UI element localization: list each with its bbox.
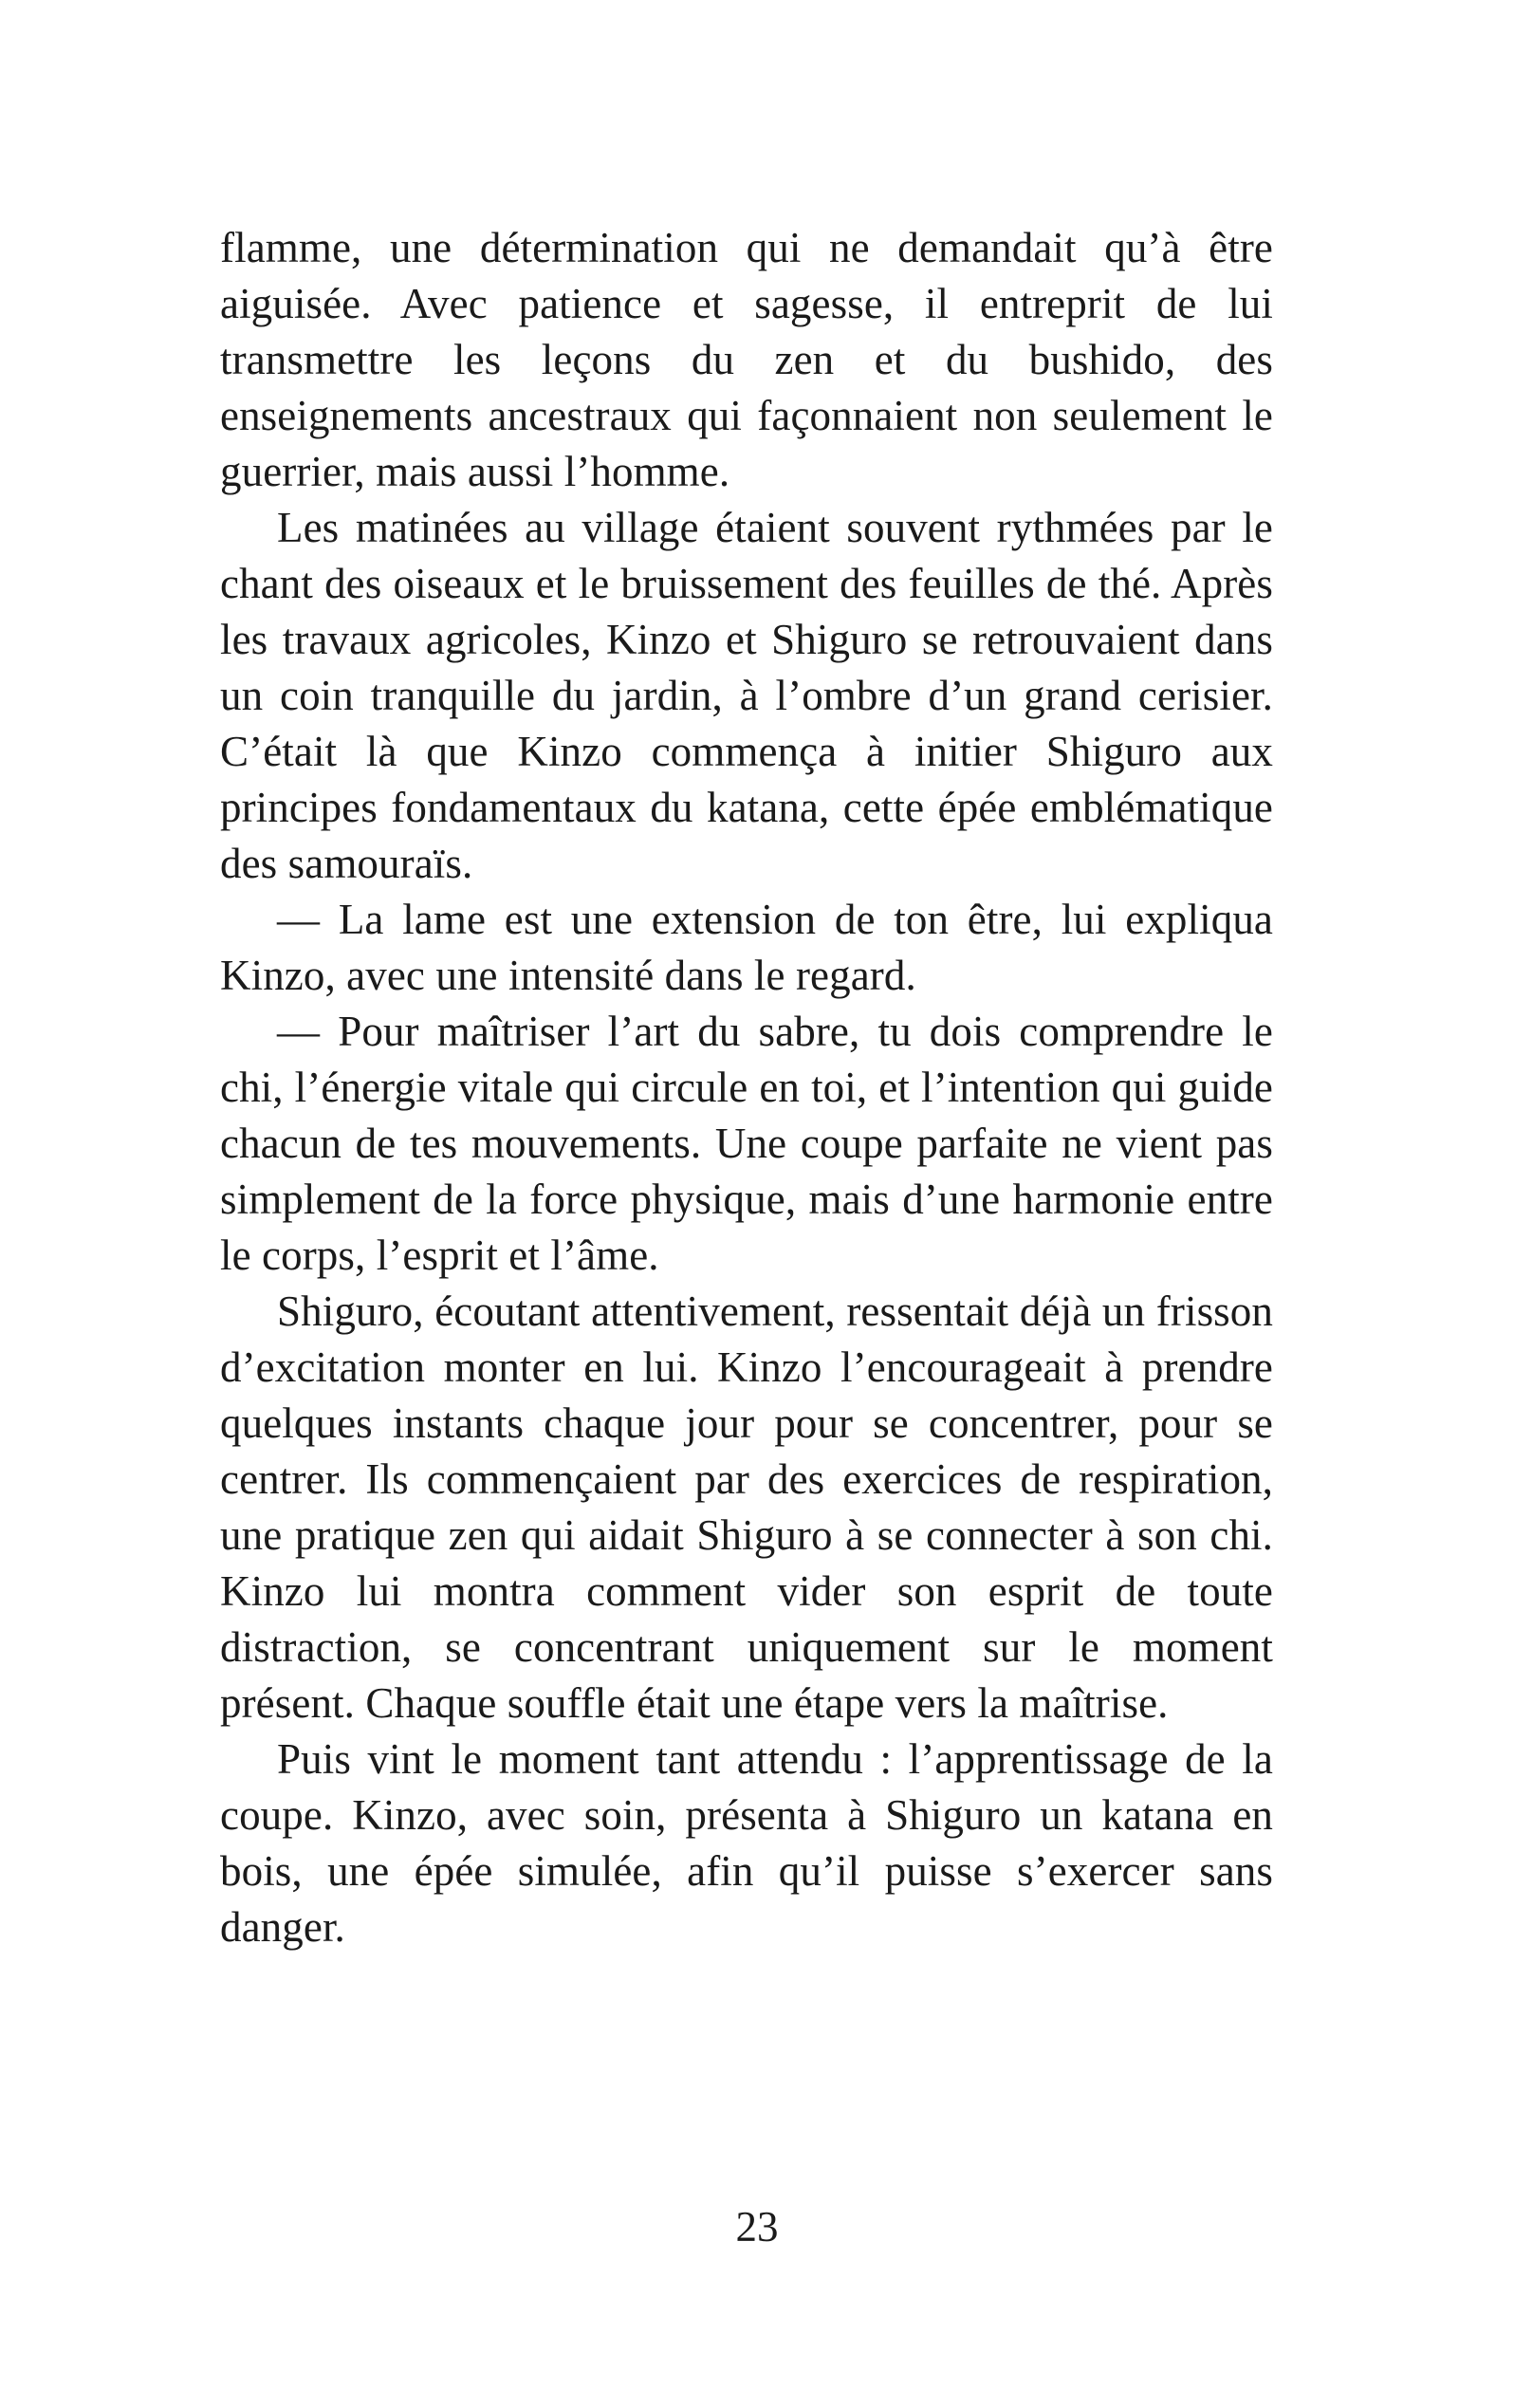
paragraph-2: Les matinées au village étaient souvent rythmées par le chant des oiseaux et le bruissement des feuilles de thé. Après les travaux agricoles, Kinzo et Shiguro se retrouvaient dans un coin tranquille du jardin, à l’ombre d’un grand cerisier. C’était là que Kinzo commença à initier Shiguro aux principes fondamentaux du katana, cette épée emblématique des samouraïs.	[220, 504, 1273, 887]
page-number: 23	[735, 2203, 779, 2251]
paragraph-6: Puis vint le moment tant attendu : l’apprentissage de la coupe. Kinzo, avec soin, présenta à Shiguro un katana en bois, une épée simulée, afin qu’il puisse s’exercer sans danger.	[220, 1735, 1273, 1951]
paragraph-5: Shiguro, écoutant attentivement, ressentait déjà un frisson d’excitation monter en lui. Kinzo l’encourageait à prendre quelques instants chaque jour pour se concentrer, pour se centrer. Ils commençaient par des exercices de respiration, une pratique zen qui aidait Shiguro à se connecter à son chi. Kinzo lui montra comment vider son esprit de toute distraction, se concentrant uniquement sur le moment présent. Chaque souffle était une étape vers la maîtrise.	[220, 1287, 1273, 1727]
paragraph-3: — La lame est une extension de ton être, lui expliqua Kinzo, avec une intensité dans le regard.	[220, 896, 1273, 999]
paragraph-4: — Pour maîtriser l’art du sabre, tu dois comprendre le chi, l’énergie vitale qui circule en toi, et l’intention qui guide chacun de tes mouvements. Une coupe parfaite ne vient pas simplement de la force physique, mais d’une harmonie entre le corps, l’esprit et l’âme.	[220, 1008, 1273, 1279]
paragraph-1: flamme, une détermination qui ne demandait qu’à être aiguisée. Avec patience et sagesse, il entreprit de lui transmettre les leçons du zen et du bushido, des enseignements ancestraux qui façonnaient non seulement le guerrier, mais aussi l’homme.	[220, 224, 1273, 495]
body-text	[220, 220, 1273, 1955]
